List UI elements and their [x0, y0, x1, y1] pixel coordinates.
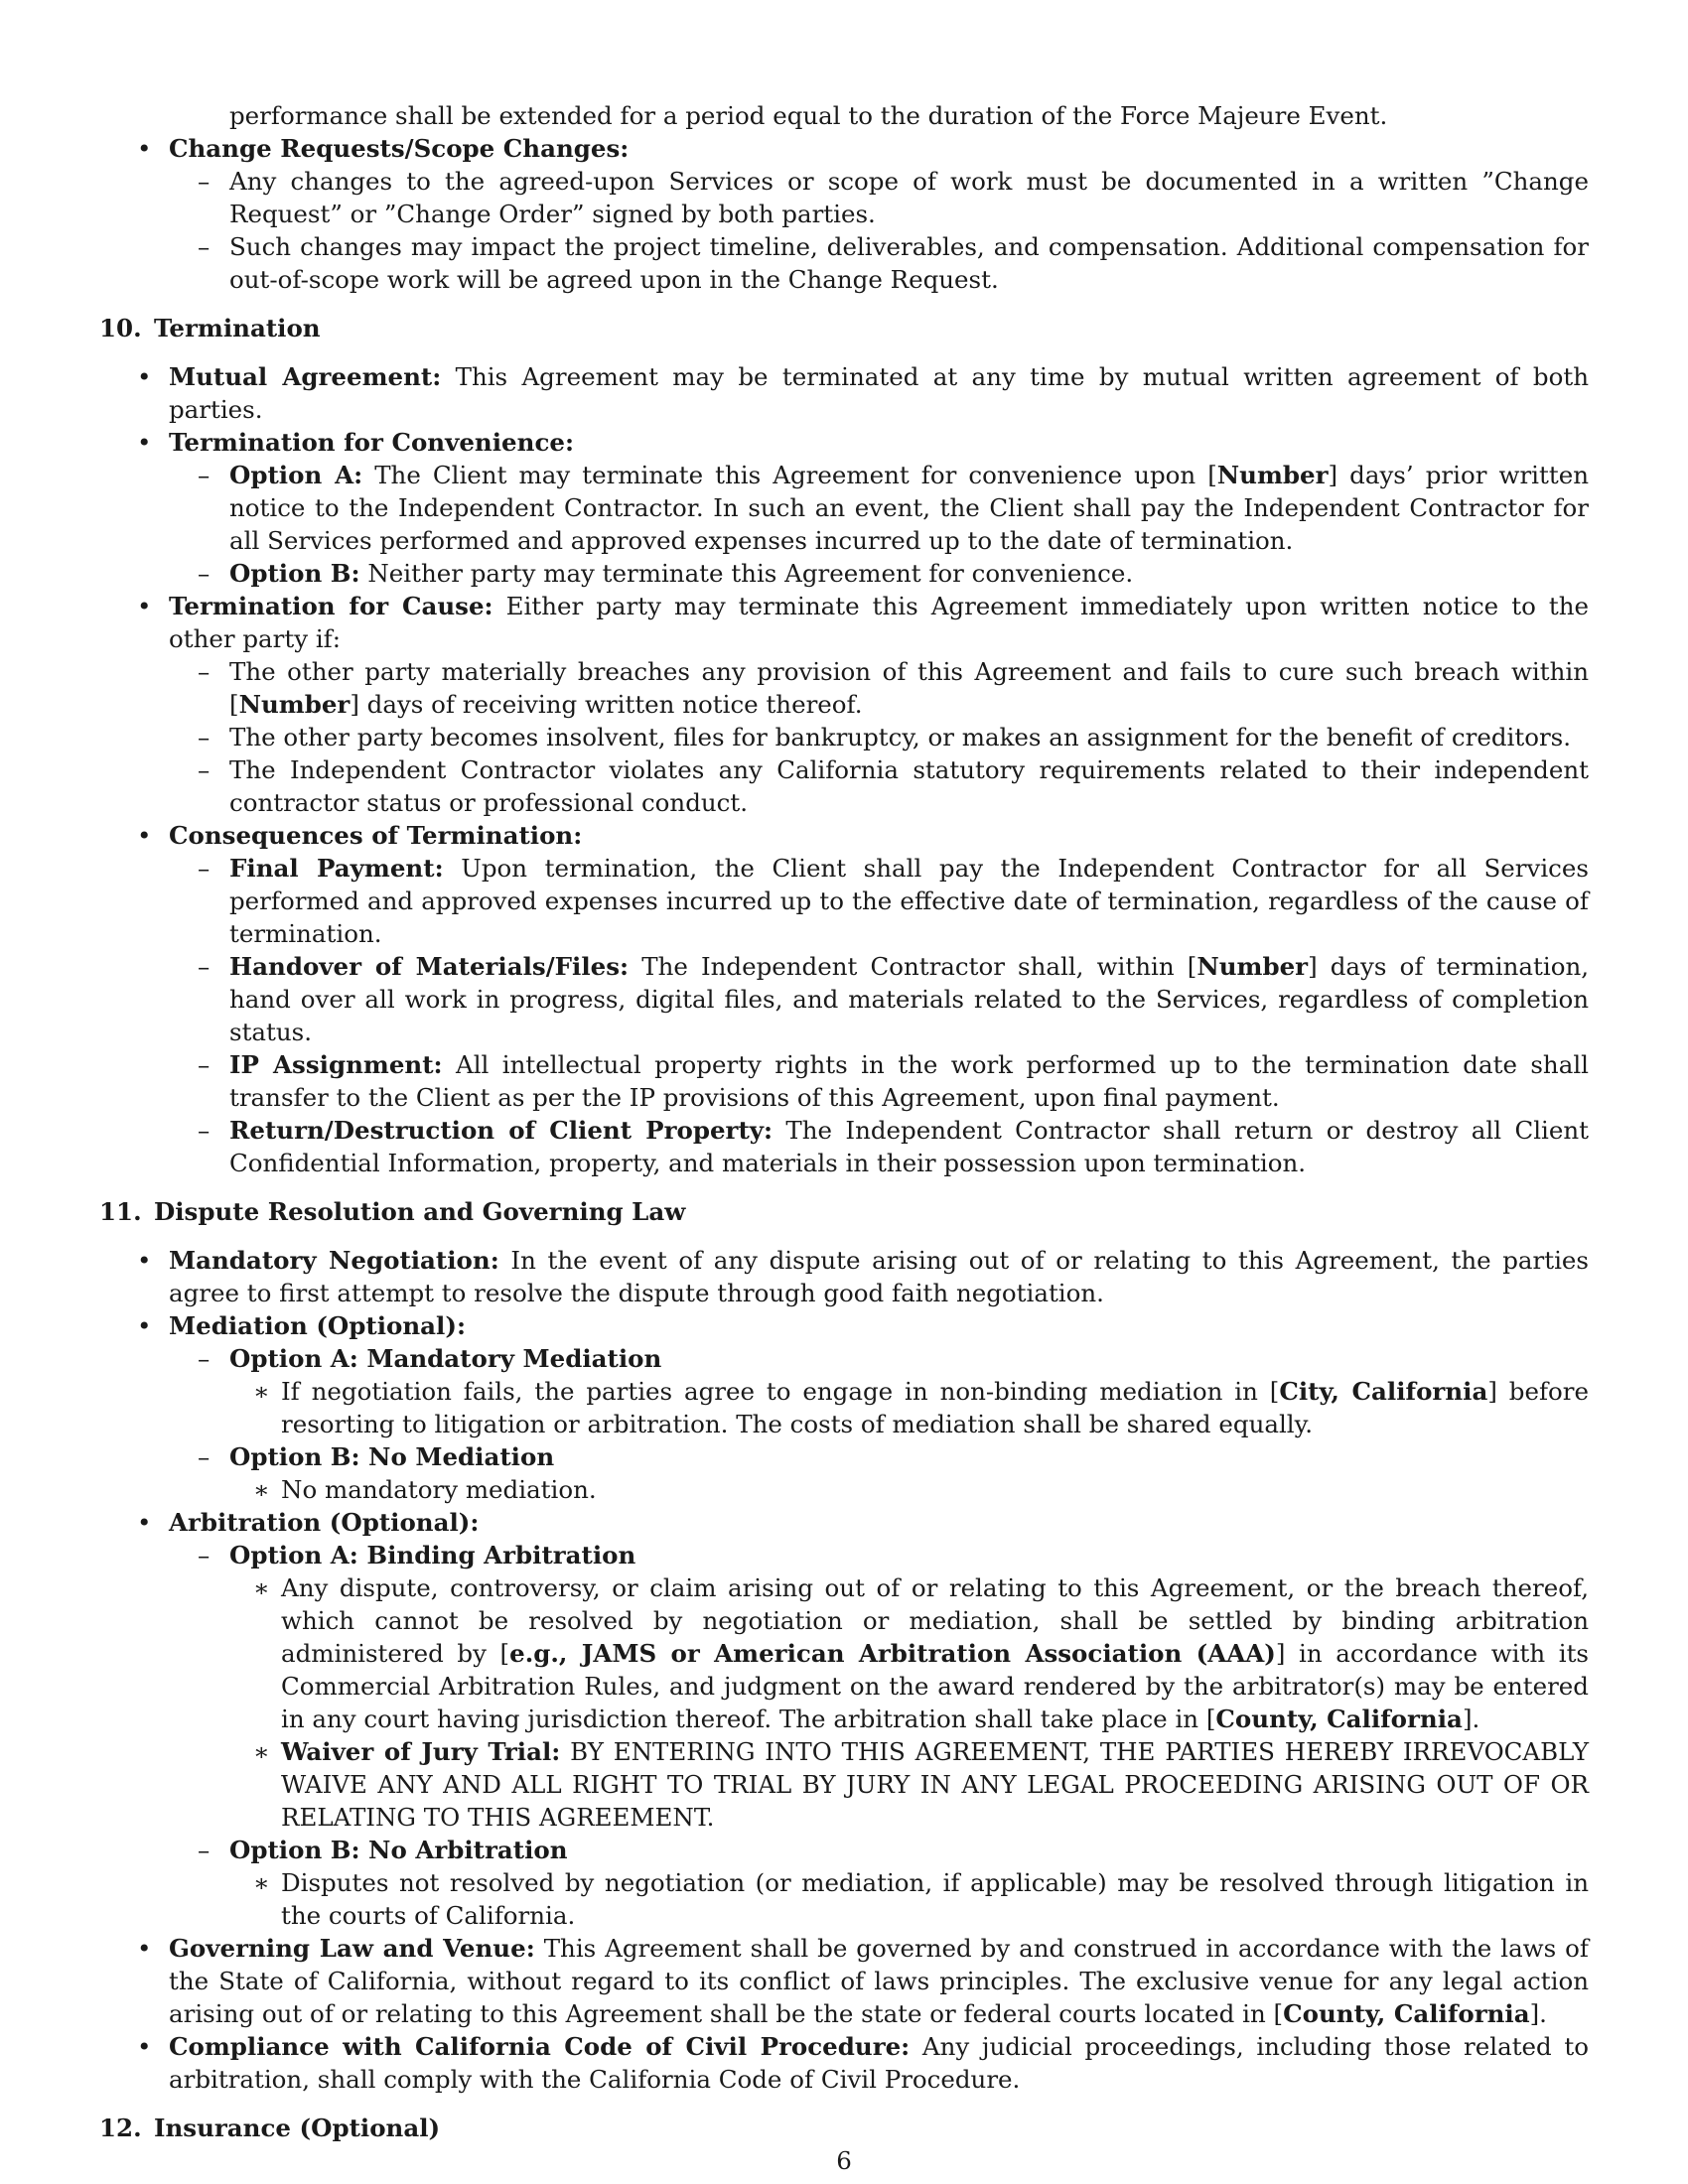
section-11-list — [99, 1244, 1589, 2096]
termination-cause-item — [99, 590, 1589, 819]
mandatory-negotiation-text: In the event of any dispute arising out of or relating to this Agreement, the parties agree to first attempt to resolve the dispute through good faith negotiation. — [169, 1246, 1589, 1307]
arbitration-place: County, California — [1215, 1705, 1463, 1733]
termination-convenience-item — [99, 426, 1589, 590]
jury-waiver-label: Waiver of Jury Trial: — [281, 1737, 561, 1766]
mediation-option-b-list — [229, 1473, 1589, 1506]
mediation-option-a-label: Option A: Mandatory Mediation — [229, 1344, 662, 1373]
arbitration-option-b-text: ∗ Disputes not resolved by negotiation (or mediation, if applicable) may be resolved through litigation in the courts of California. — [229, 1866, 1589, 1932]
return-destruction-text: The Independent Contractor shall return or destroy all Client Confidential Information, property, and materials in their possession upon termination. — [229, 1116, 1589, 1177]
cause-statutory: – The Independent Contractor violates any California statutory requirements related to their independent contractor status or professional conduct. — [169, 753, 1589, 819]
jury-waiver-text: BY ENTERING INTO THIS AGREEMENT, THE PARTIES HEREBY IRREVOCABLY WAIVE ANY AND ALL RIGHT TO TRIAL BY JURY IN ANY LEGAL PROCEEDING ARISING OUT OF OR RELATING TO THIS AGREEMENT. — [281, 1737, 1589, 1832]
termination-cause-text: Either party may terminate this Agreement immediately upon written notice to the other party if: — [169, 592, 1589, 653]
mediation-label: Mediation (Optional): — [169, 1311, 466, 1340]
section-12-number: 12. — [99, 2114, 142, 2142]
change-requests-sublist — [169, 165, 1589, 296]
arbitration-option-b — [169, 1834, 1589, 1932]
ip-assignment-label: IP Assignment: — [229, 1050, 443, 1079]
ccp-compliance-item — [99, 2030, 1589, 2096]
cause-breach — [169, 655, 1589, 721]
mediation-sublist — [169, 1342, 1589, 1506]
ip-assignment — [169, 1048, 1589, 1114]
section-12-heading — [99, 2112, 1589, 2144]
mediation-option-a — [169, 1342, 1589, 1440]
section-10-heading — [99, 312, 1589, 344]
final-payment-text: Upon termination, the Client shall pay the Independent Contractor for all Services performed and approved expenses incurred up to the effective date of termination, regardless of the cause of termination. — [229, 854, 1589, 948]
arbitration-option-a — [169, 1539, 1589, 1834]
cause-breach-text-2: ] days of receiving written notice thereof. — [350, 690, 863, 719]
change-requests-label: Change Requests/Scope Changes: — [169, 134, 630, 163]
arbitration-option-a-text — [229, 1571, 1589, 1735]
mediation-option-a-text-1: If negotiation fails, the parties agree to engage in non-binding mediation in [ — [281, 1377, 1280, 1406]
section-10-title: Termination — [154, 314, 321, 342]
arbitration-sublist — [169, 1539, 1589, 1932]
arbitration-option-a-list — [229, 1571, 1589, 1834]
handover-text-2: ] days of termination, hand over all work in progress, digital files, and materials related to the Services, regardless of completion status. — [229, 952, 1590, 1046]
arbitration-text-1: Any dispute, controversy, or claim arising out of or relating to this Agreement, or the breach thereof, which cannot be resolved by negotiation or mediation, shall be settled by binding arbitration administered by [ — [281, 1573, 1589, 1668]
jury-waiver — [229, 1735, 1589, 1834]
convenience-option-b — [169, 557, 1589, 590]
mandatory-negotiation-item — [99, 1244, 1589, 1309]
governing-law-text-1: This Agreement shall be governed by and construed in accordance with the laws of the State of California, without regard to its conflict of laws principles. The exclusive venue for any legal action arising out of or relating to this Agreement shall be the state or federal courts located in [ — [169, 1934, 1589, 2028]
convenience-option-a-label: Option A: — [229, 461, 363, 489]
mutual-agreement-text: This Agreement may be terminated at any time by mutual written agreement of both parties. — [169, 362, 1589, 424]
force-majeure-continuation: performance shall be extended for a period equal to the duration of the Force Majeure Event. — [229, 101, 1388, 130]
handover-materials-label: Handover of Materials/Files: — [229, 952, 630, 981]
governing-law-place: County, California — [1283, 1999, 1530, 2028]
mediation-option-a-text — [229, 1375, 1589, 1440]
handover-text-1: The Independent Contractor shall, within [ — [629, 952, 1197, 981]
ccp-compliance-label: Compliance with California Code of Civil Procedure: — [169, 2032, 911, 2061]
change-requests-sub-2: – Such changes may impact the project timeline, deliverables, and compensation. Additional compensation for out-of-scope work will be agreed upon in the Change Request. — [169, 230, 1589, 296]
termination-cause-sublist — [169, 655, 1589, 819]
termination-cause-label: Termination for Cause: — [169, 592, 493, 620]
convenience-option-b-label: Option B: — [229, 559, 360, 588]
arbitration-organization: e.g., JAMS or American Arbitration Association (AAA) — [509, 1639, 1276, 1668]
cause-breach-text-1: The other party materially breaches any provision of this Agreement and fails to cure such breach within [ — [229, 657, 1589, 719]
mutual-agreement-label: Mutual Agreement: — [169, 362, 442, 391]
handover-number: Number — [1196, 952, 1309, 981]
document-page — [99, 99, 1589, 2160]
section-11-heading — [99, 1195, 1589, 1228]
cause-breach-number: Number — [238, 690, 351, 719]
change-requests-sub-1: – Any changes to the agreed-upon Services or scope of work must be documented in a written ”Change Request” or ”Change Order” signed by both parties. — [169, 165, 1589, 230]
section-11-title: Dispute Resolution and Governing Law — [154, 1197, 686, 1226]
section-10-number: 10. — [99, 314, 142, 342]
convenience-option-a-text-1: The Client may terminate this Agreement for convenience upon [ — [362, 461, 1217, 489]
ip-assignment-text: All intellectual property rights in the work performed up to the termination date shall transfer to the Client as per the IP provisions of this Agreement, upon final payment. — [229, 1050, 1589, 1112]
arbitration-option-b-list — [229, 1866, 1589, 1932]
final-payment — [169, 852, 1589, 950]
mediation-option-b-text: ∗ No mandatory mediation. — [229, 1473, 1589, 1506]
arbitration-option-b-label: Option B: No Arbitration — [229, 1836, 568, 1864]
convenience-option-a-text-2: ] days’ prior written notice to the Independent Contractor. In such an event, the Client shall pay the Independent Contractor for all Services performed and approved expenses incurred up to the date of termination. — [229, 461, 1589, 555]
final-payment-label: Final Payment: — [229, 854, 444, 883]
termination-convenience-label: Termination for Convenience: — [169, 428, 575, 457]
change-requests-item — [99, 132, 1589, 296]
handover-materials — [169, 950, 1589, 1048]
convenience-option-a — [169, 459, 1589, 557]
arbitration-text-2: ] in accordance with its Commercial Arbitration Rules, and judgment on the award rendered by the arbitrator(s) may be entered in any court having jurisdiction thereof. The arbitration shall take place in [ — [281, 1639, 1589, 1733]
mediation-option-b — [169, 1440, 1589, 1506]
section-10-list — [99, 360, 1589, 1179]
mutual-agreement-item — [99, 360, 1589, 426]
mediation-option-b-label: Option B: No Mediation — [229, 1442, 555, 1471]
arbitration-text-3: ]. — [1462, 1705, 1480, 1733]
mediation-option-a-text-2: ] before resorting to litigation or arbitration. The costs of mediation shall be shared equally. — [281, 1377, 1590, 1438]
return-destruction — [169, 1114, 1589, 1179]
arbitration-item — [99, 1506, 1589, 1932]
arbitration-option-a-label: Option A: Binding Arbitration — [229, 1541, 636, 1570]
section-12-title: Insurance (Optional) — [154, 2114, 441, 2142]
consequences-sublist — [169, 852, 1589, 1179]
page-number: 6 — [836, 2146, 852, 2175]
change-requests-list — [99, 132, 1589, 296]
convenience-option-b-text: Neither party may terminate this Agreement for convenience. — [359, 559, 1134, 588]
return-destruction-label: Return/Destruction of Client Property: — [229, 1116, 774, 1145]
mediation-item — [99, 1309, 1589, 1506]
mandatory-negotiation-label: Mandatory Negotiation: — [169, 1246, 499, 1275]
section-11-number: 11. — [99, 1197, 142, 1226]
ccp-compliance-text: Any judicial proceedings, including those related to arbitration, shall comply with the California Code of Civil Procedure. — [169, 2032, 1589, 2094]
governing-law-label: Governing Law and Venue: — [169, 1934, 535, 1963]
governing-law-text-2: ]. — [1529, 1999, 1547, 2028]
mediation-option-a-list — [229, 1375, 1589, 1440]
governing-law-item — [99, 1932, 1589, 2030]
arbitration-label: Arbitration (Optional): — [169, 1508, 480, 1537]
convenience-option-a-number: Number — [1216, 461, 1329, 489]
consequences-label: Consequences of Termination: — [169, 821, 583, 850]
consequences-item — [99, 819, 1589, 1179]
mediation-place: City, California — [1279, 1377, 1488, 1406]
termination-convenience-sublist — [169, 459, 1589, 590]
cause-insolvent: – The other party becomes insolvent, files for bankruptcy, or makes an assignment for the benefit of creditors. — [169, 721, 1589, 753]
